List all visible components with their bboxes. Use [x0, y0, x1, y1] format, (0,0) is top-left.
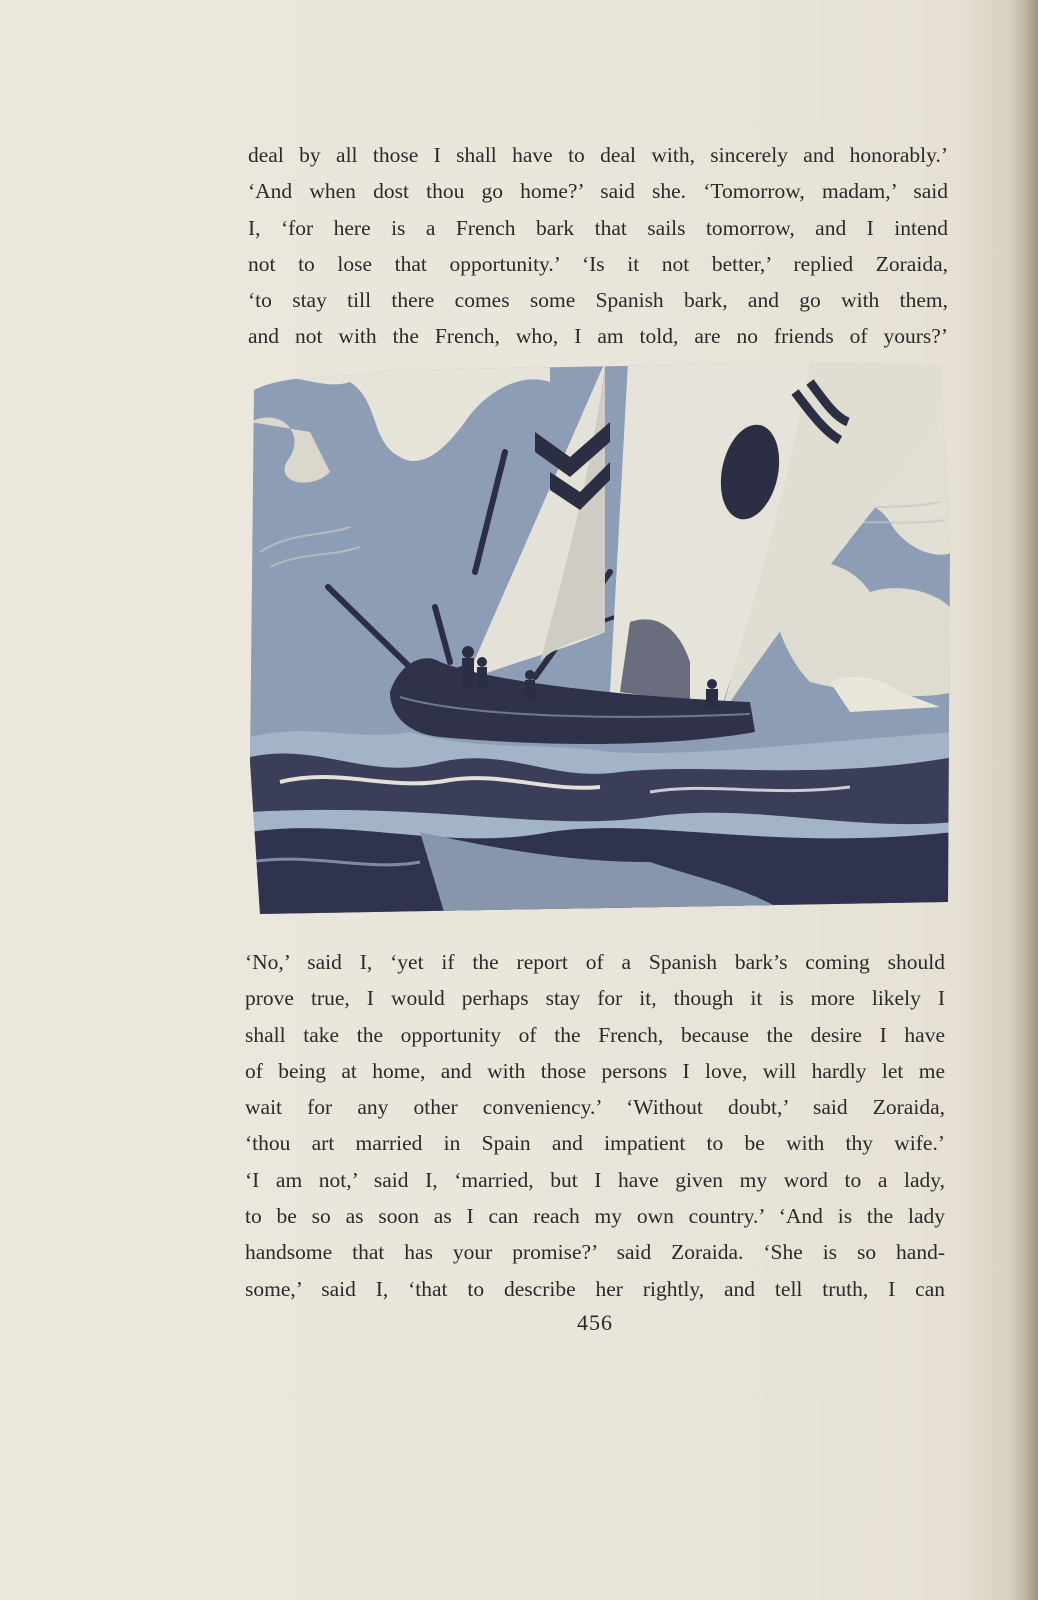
text-line: to be so as soon as I can reach my own country.’ ‘And is the lady	[245, 1204, 945, 1229]
text-line: I, ‘for here is a French bark that sails tomorrow, and I intend	[248, 215, 948, 240]
text-line: ‘No,’ said I, ‘yet if the report of a Spanish bark’s coming should	[245, 950, 945, 974]
text-line: shall take the opportunity of the French, because the desire I have	[245, 1022, 945, 1047]
text-line: handsome that has your promise?’ said Zoraida. ‘She is so hand-	[245, 1240, 945, 1265]
text-line: of being at home, and with those persons I love, will hardly let me	[245, 1058, 945, 1083]
text-line: deal by all those I shall have to deal with, sincerely and honorably.’	[248, 143, 948, 167]
page-number: 456	[577, 1310, 613, 1335]
bottom-paragraph	[245, 944, 945, 1307]
text-line: prove true, I would perhaps stay for it, though it is more likely I	[245, 986, 945, 1011]
page-edge-shadow	[1010, 0, 1038, 1600]
text-line: not to lose that opportunity.’ ‘Is it not better,’ replied Zoraida,	[248, 251, 948, 276]
top-paragraph	[248, 137, 948, 355]
sailing-ship-illustration	[250, 362, 954, 932]
text-line: ‘thou art married in Spain and impatient to be with thy wife.’	[245, 1131, 945, 1156]
text-line: ‘I am not,’ said I, ‘married, but I have given my word to a lady,	[245, 1167, 945, 1192]
text-line: and not with the French, who, I am told, are no friends of yours?’	[248, 324, 948, 349]
text-line: ‘to stay till there comes some Spanish bark, and go with them,	[248, 288, 948, 313]
text-line: wait for any other conveniency.’ ‘Without doubt,’ said Zoraida,	[245, 1095, 945, 1120]
text-line: some,’ said I, ‘that to describe her rightly, and tell truth, I can	[245, 1276, 945, 1301]
text-line: ‘And when dost thou go home?’ said she. ‘Tomorrow, madam,’ said	[248, 179, 948, 204]
